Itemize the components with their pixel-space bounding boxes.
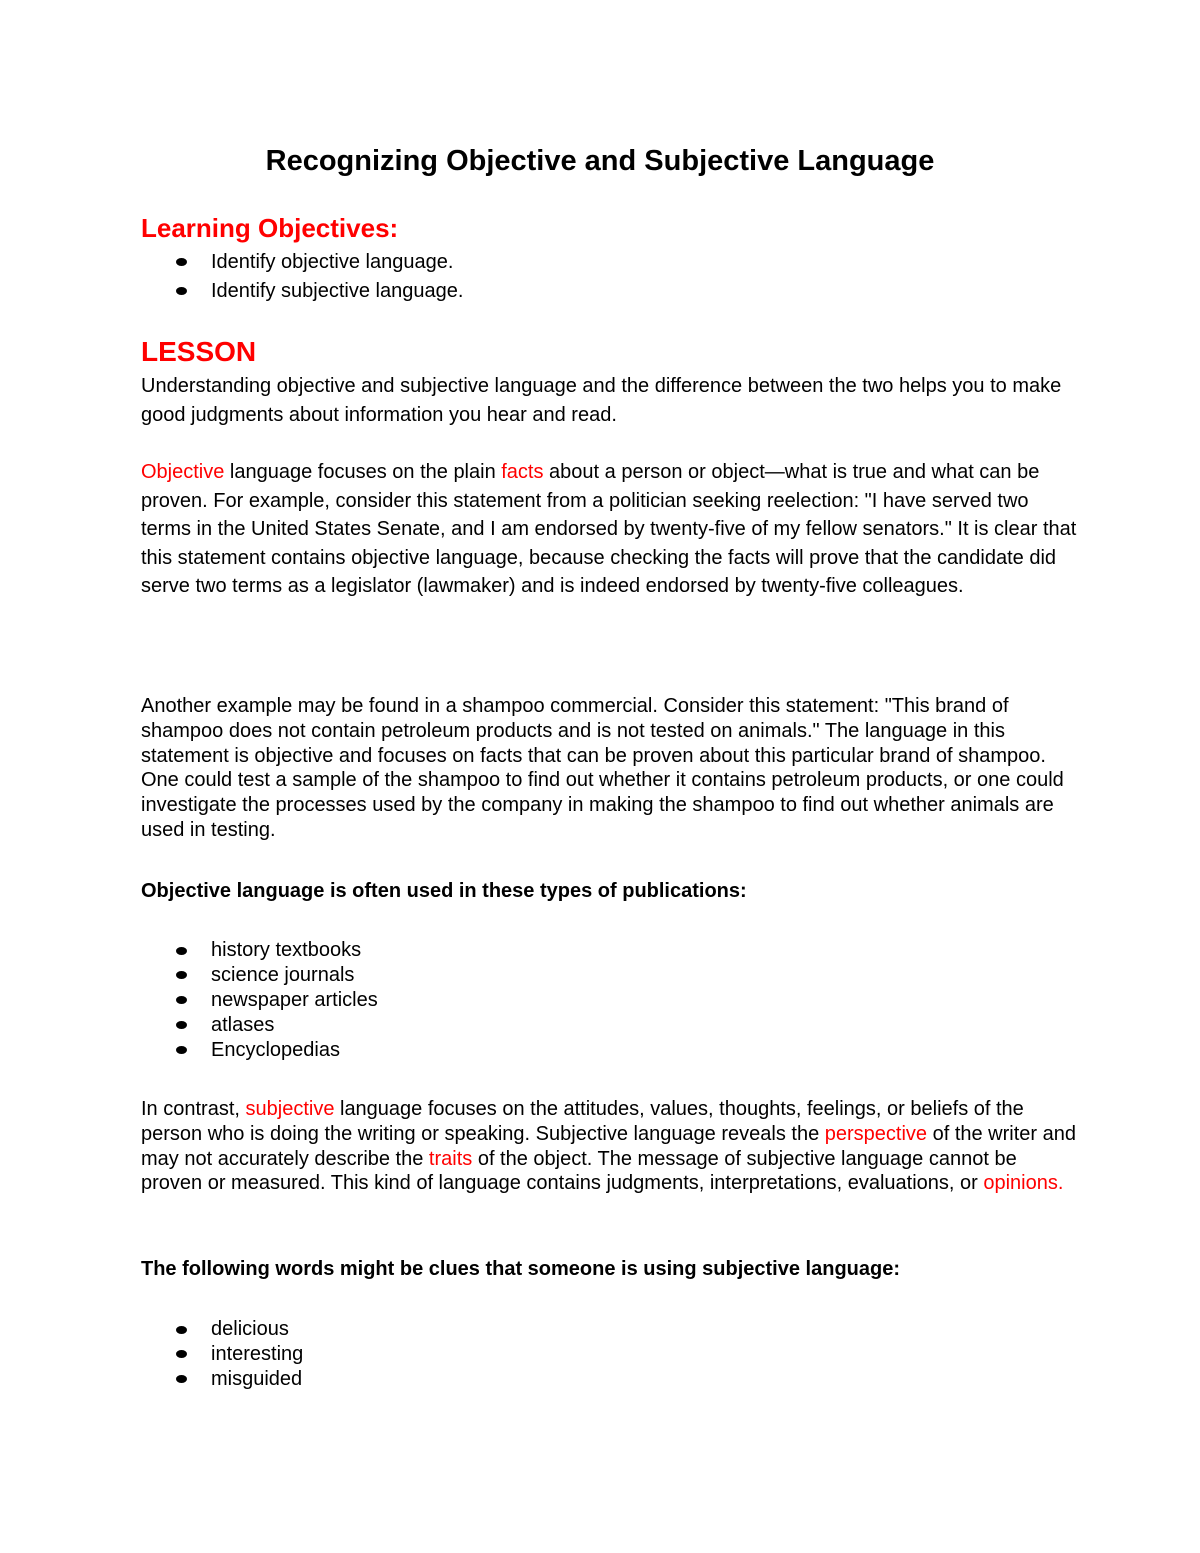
bullet-icon (176, 947, 187, 955)
bullet-icon (176, 996, 187, 1004)
lesson-intro-paragraph: Understanding objective and subjective language and the difference between the two helps you to make good judgments about information you hear and read. (141, 375, 1062, 426)
list-item: atlases (141, 1013, 378, 1038)
bullet-icon (176, 1046, 187, 1054)
term-perspective: perspective (824, 1122, 928, 1145)
list-item: Encyclopedias (141, 1038, 378, 1063)
list-item: delicious (141, 1317, 303, 1342)
list-item: Identify objective language. (141, 248, 463, 277)
term-opinions: opinions (983, 1172, 1058, 1195)
list-item: newspaper articles (141, 988, 378, 1013)
clue-words-list (141, 1317, 303, 1392)
list-item: interesting (141, 1342, 303, 1367)
term-facts: facts (501, 461, 544, 483)
bullet-icon (176, 1350, 187, 1358)
objective-definition-paragraph: Objective language focuses on the plain facts about a person or object—what is true and what can be proven. For example, consider this statement from a politician seeking reelection: "I have served two terms in the United States Senate, and I am endorsed by twenty-five of my fellow senators." It is clear that this statement contains objective language, because checking the facts will prove that the candidate did serve two terms as a legislator (lawmaker) and is indeed endorsed by twenty-five colleagues. (141, 461, 1077, 598)
clue-words-heading: The following words might be clues that someone is using subjective language: (141, 1258, 900, 1280)
list-item: science journals (141, 963, 378, 988)
lesson-heading: LESSON (141, 336, 257, 367)
publications-heading: Objective language is often used in these types of publications: (141, 880, 747, 902)
learning-objectives-list (141, 248, 463, 305)
bullet-icon (176, 258, 187, 266)
learning-objectives-heading: Learning Objectives: (141, 213, 399, 243)
list-item: misguided (141, 1367, 303, 1392)
bullet-icon (176, 1021, 187, 1029)
list-item: Identify subjective language. (141, 277, 463, 306)
shampoo-example-paragraph: Another example may be found in a shampoo commercial. Consider this statement: "This brand of shampoo does not contain petroleum products and is not tested on animals." The language in this statement is objective and focuses on facts that can be proven about this particular brand of shampoo. One could test a sample of the shampoo to find out whether it contains petroleum products, or one could investigate the processes used by the company in making the shampoo to find out whether animals are used in testing. (141, 695, 1064, 841)
bullet-icon (176, 1375, 187, 1383)
publications-list (141, 938, 378, 1062)
term-subjective: subjective (245, 1098, 335, 1120)
list-item: history textbooks (141, 938, 378, 963)
term-objective: Objective (141, 461, 225, 483)
term-traits: traits (428, 1147, 473, 1170)
bullet-icon (176, 971, 187, 979)
page-title: Recognizing Objective and Subjective Language (265, 145, 935, 177)
bullet-icon (176, 287, 187, 295)
bullet-icon (176, 1326, 187, 1334)
subjective-definition-paragraph: In contrast, subjective language focuses on the attitudes, values, thoughts, feelings, or beliefs of the person who is doing the writing or speaking. Subjective language reveals the perspective of the writer and may not accurately describe the traits of the object. The message of subjective language cannot be proven or measured. This kind of language contains judgments, interpretations, evaluations, or opinions. (141, 1098, 1076, 1195)
